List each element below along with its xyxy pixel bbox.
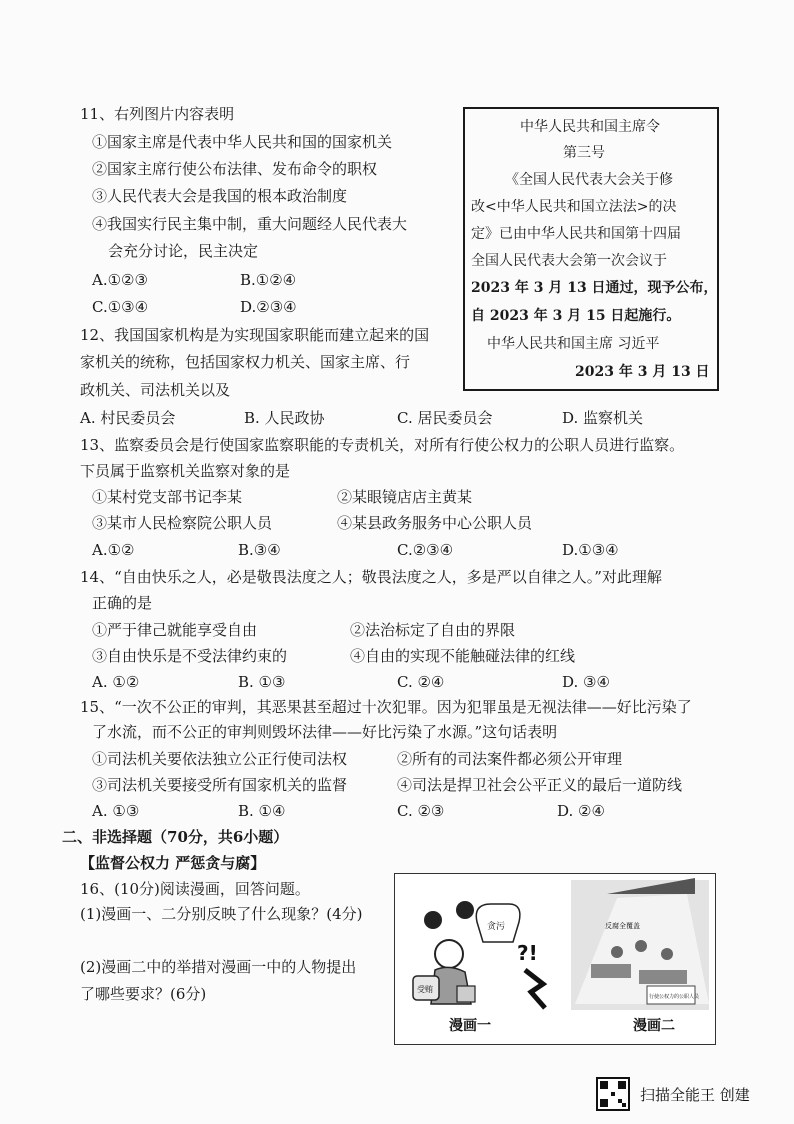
scanner-watermark: 扫描全能王 创建 bbox=[640, 1086, 750, 1104]
q14-line-1: 14、“自由快乐之人，必是敬畏法度之人；敬畏法度之人，多是严以自律之人。”对此理解 bbox=[80, 568, 662, 586]
q14-option-d: D. ③④ bbox=[562, 673, 610, 691]
q11-option-d: D.②③④ bbox=[240, 298, 297, 316]
q15-item-2: ②所有的司法案件都必须公开审理 bbox=[397, 750, 623, 768]
decree-line-6: 全国人民代表大会第一次会议于 bbox=[471, 253, 667, 269]
official-figure-icon-2 bbox=[635, 940, 647, 952]
q13-item-2: ②某眼镜店店主黄某 bbox=[337, 488, 473, 506]
bribe-bag-label: 受贿 bbox=[417, 985, 433, 994]
q14-option-b: B. ①③ bbox=[238, 673, 286, 691]
q12-line-3: 政机关、司法机关以及 bbox=[80, 381, 231, 399]
cartoon-1 bbox=[413, 901, 545, 1008]
cartoons-illustration bbox=[395, 874, 713, 1042]
anti-corruption-banner: 反腐全覆盖 bbox=[605, 922, 640, 930]
q11-item-4-cont: 会充分讨论，民主决定 bbox=[108, 242, 259, 260]
q15-line-1: 15、“一次不公正的审判，其恶果甚至超过十次犯罪。因为犯罪虽是无视法律——好比污染了 bbox=[80, 698, 692, 716]
star-badge-icon-right bbox=[456, 901, 474, 919]
q13-item-4: ④某县政务服务中心公职人员 bbox=[337, 514, 533, 532]
q12-option-d: D. 监察机关 bbox=[562, 409, 644, 427]
q13-option-c: C.②③④ bbox=[397, 541, 454, 559]
q14-option-a: A. ①② bbox=[92, 673, 140, 691]
q14-item-4: ④自由的实现不能触碰法律的红线 bbox=[350, 647, 576, 665]
decree-number: 第三号 bbox=[563, 145, 605, 161]
q13-line-2: 下员属于监察机关监察对象的是 bbox=[80, 462, 291, 480]
q15-option-a: A. ①③ bbox=[92, 802, 140, 820]
decree-line-8: 自 2023 年 3 月 15 日起施行。 bbox=[471, 308, 681, 324]
desk-icon-2 bbox=[639, 970, 687, 984]
presidential-decree-box bbox=[463, 107, 719, 391]
decree-line-4: 改<中华人民共和国立法法>的决 bbox=[471, 199, 677, 215]
q12-option-b: B. 人民政协 bbox=[244, 409, 325, 427]
q11-item-4: ④我国实行民主集中制，重大问题经人民代表大 bbox=[92, 215, 408, 233]
q11-option-a: A.①②③ bbox=[92, 271, 148, 289]
section2-theme: 【监督公权力 严惩贪与腐】 bbox=[80, 854, 266, 872]
q14-item-3: ③自由快乐是不受法律约束的 bbox=[92, 647, 288, 665]
q12-line-1: 12、我国国家机构是为实现国家职能而建立起来的国 bbox=[80, 326, 430, 344]
section2-title: 二、非选择题（70分，共6小题） bbox=[62, 828, 289, 846]
q11-item-3: ③人民代表大会是我国的根本政治制度 bbox=[92, 187, 348, 205]
qr-code-icon bbox=[596, 1077, 630, 1111]
q16-sub2-line2: 了哪些要求？(6分) bbox=[80, 985, 207, 1003]
q16-sub2-line1: (2)漫画二中的举措对漫画一中的人物提出 bbox=[80, 958, 357, 976]
q11-option-b: B.①②④ bbox=[240, 271, 297, 289]
decree-line-3: 《全国人民代表大会关于修 bbox=[505, 172, 673, 188]
decree-line-5: 定》已由中华人民共和国第十四届 bbox=[471, 226, 681, 242]
q15-item-1: ①司法机关要依法独立公正行使司法权 bbox=[92, 750, 348, 768]
official-figure-icon-1 bbox=[611, 946, 623, 958]
official-head-icon bbox=[435, 940, 463, 968]
exclamation-marks: ?! bbox=[517, 941, 538, 965]
decree-date: 2023 年 3 月 13 日 bbox=[575, 364, 710, 380]
q14-item-1: ①严于律己就能享受自由 bbox=[92, 621, 258, 639]
q12-option-c: C. 居民委员会 bbox=[397, 409, 493, 427]
desk-sign-label: 行使公权力的公职人员 bbox=[649, 994, 700, 1000]
desk-icon-1 bbox=[591, 964, 631, 978]
padlock-icon bbox=[457, 986, 475, 1002]
q16-stem: 16、(10分)阅读漫画，回答问题。 bbox=[80, 880, 310, 898]
q13-option-a: A.①② bbox=[92, 541, 135, 559]
q11-item-1: ①国家主席是代表中华人民共和国的国家机关 bbox=[92, 133, 393, 151]
decree-signature: 中华人民共和国主席 习近平 bbox=[487, 336, 660, 352]
q14-item-2: ②法治标定了自由的界限 bbox=[350, 621, 516, 639]
q11-stem: 11、右列图片内容表明 bbox=[80, 105, 235, 123]
star-badge-icon-left bbox=[424, 911, 442, 929]
q11-item-2: ②国家主席行使公布法律、发布命令的职权 bbox=[92, 160, 378, 178]
q12-line-2: 家机关的统称，包括国家权力机关、国家主席、行 bbox=[80, 353, 411, 371]
q15-item-4: ④司法是捍卫社会公平正义的最后一道防线 bbox=[397, 776, 683, 794]
cartoon-2 bbox=[571, 878, 709, 1010]
cartoon-1-label: 漫画一 bbox=[449, 1018, 491, 1034]
q13-option-b: B.③④ bbox=[238, 541, 281, 559]
q15-line-2: 了水流，而不公正的审判则毁坏法律——好比污染了水源。”这句话表明 bbox=[92, 723, 558, 741]
decree-line-7: 2023 年 3 月 13 日通过，现予公布， bbox=[471, 280, 718, 296]
q13-item-1: ①某村党支部书记李某 bbox=[92, 488, 243, 506]
cartoon-frame bbox=[394, 873, 716, 1045]
q15-item-3: ③司法机关要接受所有国家机关的监督 bbox=[92, 776, 348, 794]
q15-option-b: B. ①④ bbox=[238, 802, 286, 820]
q14-option-c: C. ②④ bbox=[397, 673, 445, 691]
q14-line-2: 正确的是 bbox=[92, 594, 153, 612]
corruption-label: 贪污 bbox=[487, 922, 506, 932]
cartoon-2-label: 漫画二 bbox=[633, 1018, 675, 1034]
q16-sub1: (1)漫画一、二分别反映了什么现象？(4分) bbox=[80, 905, 363, 923]
official-figure-icon-3 bbox=[661, 948, 673, 960]
q15-option-d: D. ②④ bbox=[557, 802, 605, 820]
decree-title: 中华人民共和国主席令 bbox=[520, 119, 660, 135]
crack-icon bbox=[525, 970, 545, 1008]
q12-option-a: A. 村民委员会 bbox=[80, 409, 176, 427]
q13-option-d: D.①③④ bbox=[562, 541, 619, 559]
q13-line-1: 13、监察委员会是行使国家监察职能的专责机关，对所有行使公权力的公职人员进行监察。 bbox=[80, 436, 685, 454]
q11-option-c: C.①③④ bbox=[92, 298, 149, 316]
q13-item-3: ③某市人民检察院公职人员 bbox=[92, 514, 273, 532]
q15-option-c: C. ②③ bbox=[397, 802, 445, 820]
